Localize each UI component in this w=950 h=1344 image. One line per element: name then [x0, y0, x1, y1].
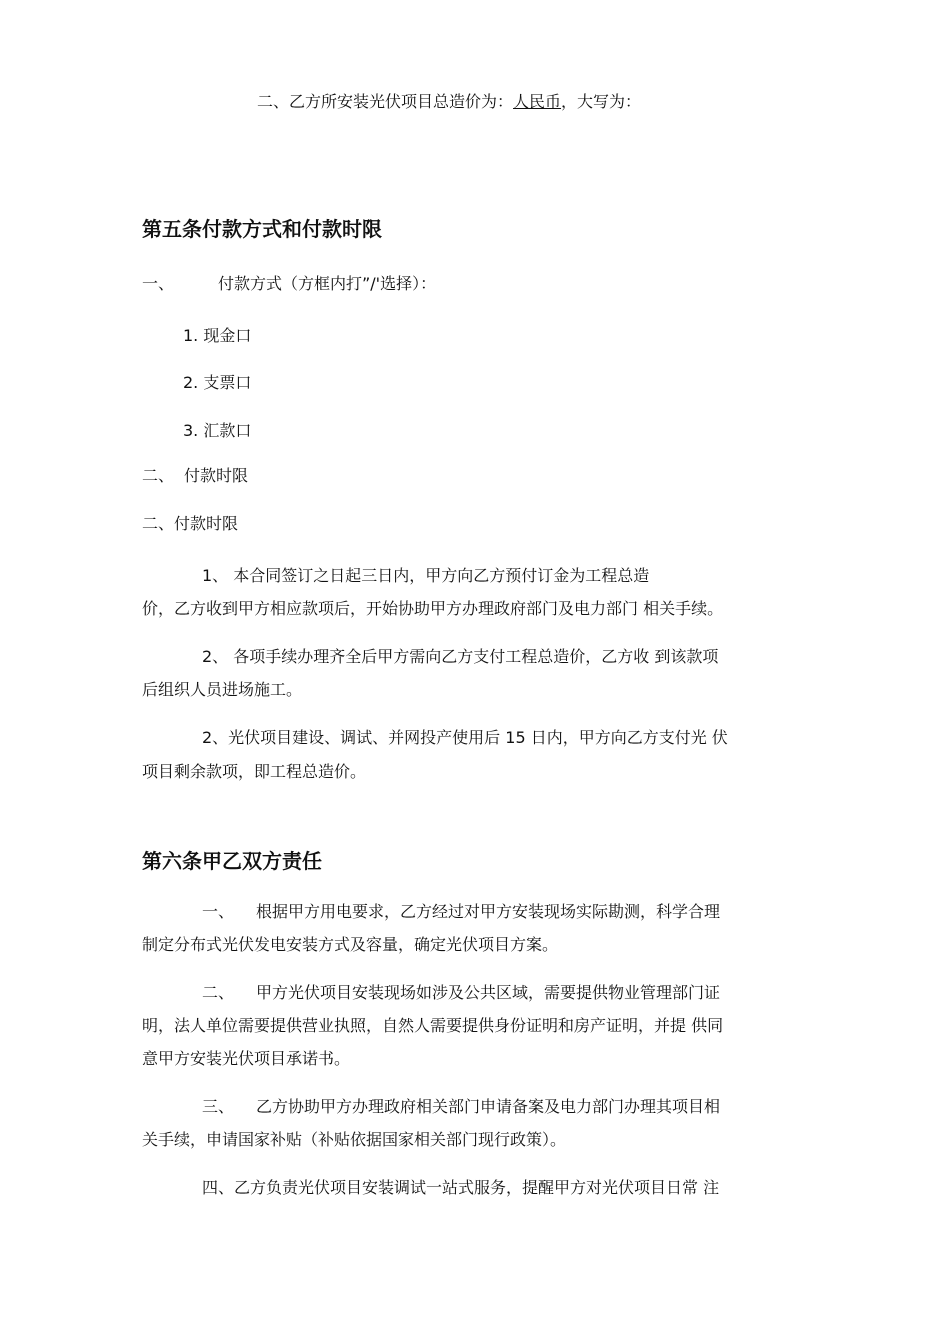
responsibility-1-number: 一、	[202, 902, 235, 921]
responsibility-2-line-3: 意甲方安装光伏项目承诺书。	[142, 1049, 351, 1068]
payment-method-item	[142, 274, 437, 294]
price-currency: 人民币	[513, 92, 562, 111]
price-line	[257, 92, 641, 112]
payment-clause-2-line-2: 后组织人员进场施工。	[142, 680, 303, 699]
section5-title: 第五条付款方式和付款时限	[142, 217, 382, 241]
responsibility-3-text: 乙方协助甲方办理政府相关部门申请备案及电力部门办理其项目相	[256, 1097, 721, 1116]
payment-clause-1-line-2: 价，乙方收到甲方相应款项后，开始协助甲方办理政府部门及电力部门 相关手续。	[142, 599, 724, 618]
responsibility-4-line-1: 四、乙方负责光伏项目安装调试一站式服务，提醒甲方对光伏项目日常 注	[202, 1178, 720, 1197]
payment-option-check: 2. 支票口	[183, 373, 252, 392]
responsibility-1-line-1	[202, 902, 721, 922]
responsibility-2-text: 甲方光伏项目安装现场如涉及公共区域，需要提供物业管理部门证	[256, 983, 721, 1002]
price-line-prefix: 二、乙方所安装光伏项目总造价为：	[257, 92, 514, 111]
responsibility-2-line-2: 明，法人单位需要提供营业执照，自然人需要提供身份证明和房产证明，并提 供同	[142, 1016, 724, 1035]
payment-deadline-number: 二、	[142, 466, 175, 485]
payment-deadline-text: 付款时限	[184, 466, 249, 485]
payment-clause-2-line-1: 2、 各项手续办理齐全后甲方需向乙方支付工程总造价，乙方收 到该款项	[202, 647, 719, 666]
responsibility-3-number: 三、	[202, 1097, 235, 1116]
payment-option-cash: 1. 现金口	[183, 326, 252, 345]
payment-option-transfer: 3. 汇款口	[183, 421, 252, 440]
responsibility-3-line-2: 关手续，申请国家补贴（补贴依据国家相关部门现行政策）。	[142, 1130, 567, 1149]
responsibility-2-line-1	[202, 983, 721, 1003]
section6-title: 第六条甲乙双方责任	[142, 849, 322, 873]
price-line-suffix: ，大写为：	[561, 92, 642, 111]
responsibility-1-line-2: 制定分布式光伏发电安装方式及容量，确定光伏项目方案。	[142, 935, 559, 954]
payment-deadline-heading: 二、付款时限	[142, 514, 239, 533]
payment-clause-3-line-2: 项目剩余款项，即工程总造价。	[142, 762, 367, 781]
responsibility-3-line-1	[202, 1097, 721, 1117]
payment-clause-1-line-1: 1、 本合同签订之日起三日内，甲方向乙方预付订金为工程总造	[202, 566, 650, 585]
payment-method-number: 一、	[142, 274, 175, 293]
payment-method-text: 付款方式（方框内打”/'选择）：	[218, 274, 437, 293]
responsibility-2-number: 二、	[202, 983, 235, 1002]
responsibility-1-text: 根据甲方用电要求，乙方经过对甲方安装现场实际勘测，科学合理	[256, 902, 721, 921]
payment-deadline-item	[142, 466, 249, 486]
payment-clause-3-line-1: 2、光伏项目建设、调试、并网投产使用后 15 日内，甲方向乙方支付光 伏	[202, 728, 728, 747]
